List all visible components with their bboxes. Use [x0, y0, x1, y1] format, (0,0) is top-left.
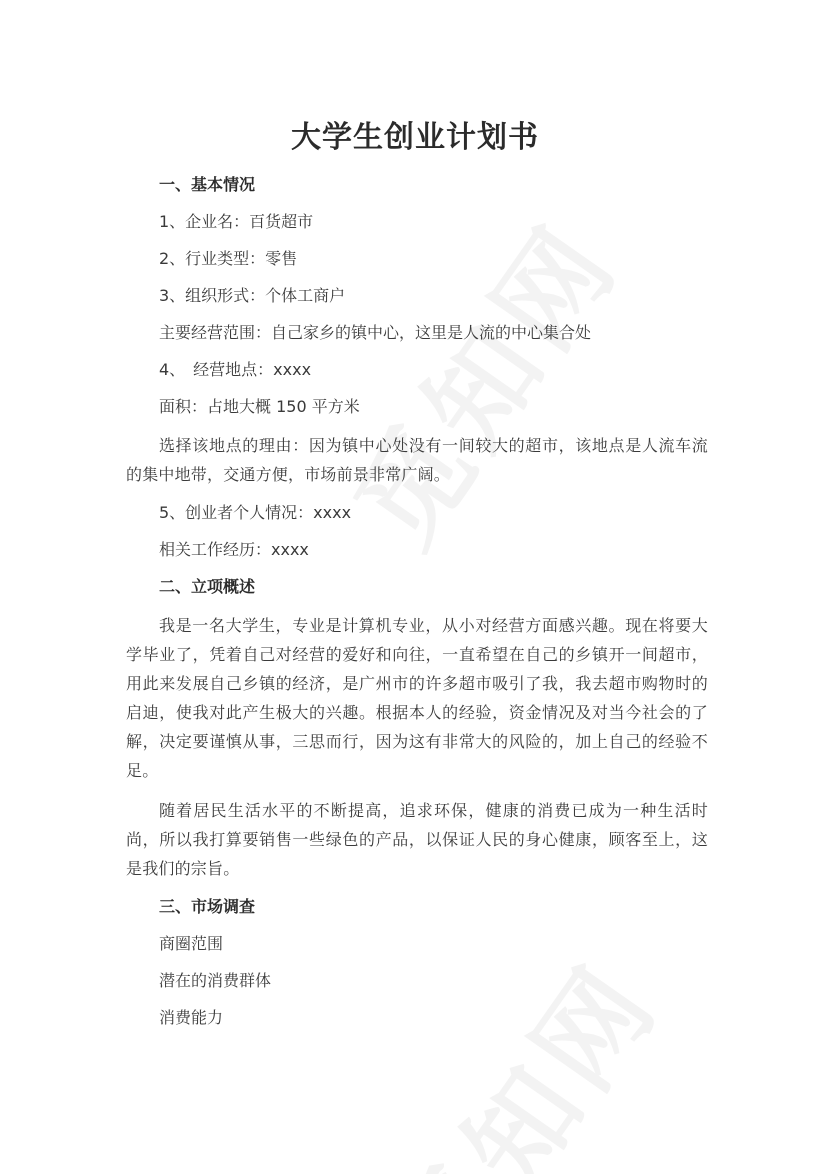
business-scope-line: 主要经营范围：自己家乡的镇中心，这里是人流的中心集合处 — [159, 323, 592, 342]
section-heading-basic-info: 一、基本情况 — [159, 175, 256, 194]
area-line: 面积：占地大概 150 平方米 — [159, 397, 360, 416]
market-item-spending-power: 消费能力 — [159, 1008, 224, 1027]
document-title: 大学生创业计划书 — [291, 120, 539, 155]
industry-type-line: 2、行业类型：零售 — [159, 249, 298, 268]
company-name-line: 1、企业名：百货超市 — [159, 212, 314, 231]
section-heading-market-research: 三、市场调查 — [159, 897, 256, 916]
overview-paragraph-1: 我是一名大学生，专业是计算机专业，从小对经营方面感兴趣。现在将要大学毕业了，凭着自己对经营的爱好和向往，一直希望在自己的乡镇开一间超市，用此来发展自己乡镇的经济，是广州市的许多超市吸引了我，我去超市购物时的启迪，使我对此产生极大的兴趣。根据本人的经验，资金情况及对当今社会的了解，决定要谨慎从事，三思而行，因为这有非常大的风险的，加上自己的经验不足。 — [126, 616, 708, 780]
market-item-potential-consumers: 潜在的消费群体 — [159, 971, 272, 990]
document-body — [126, 172, 708, 1042]
market-item-trade-area: 商圈范围 — [159, 934, 224, 953]
location-reason-paragraph: 选择该地点的理由：因为镇中心处没有一间较大的超市，该地点是人流车流的集中地带，交通方便，市场前景非常广阔。 — [126, 436, 708, 484]
work-experience-line: 相关工作经历：xxxx — [159, 540, 309, 559]
organization-form-line: 3、组织形式：个体工商户 — [159, 286, 346, 305]
overview-paragraph-2: 随着居民生活水平的不断提高，追求环保，健康的消费已成为一种生活时尚，所以我打算要销售一些绿色的产品，以保证人民的身心健康，顾客至上，这是我们的宗旨。 — [126, 801, 708, 878]
founder-info-line: 5、创业者个人情况：xxxx — [159, 503, 352, 522]
business-location-line: 4、 经营地点：xxxx — [159, 360, 312, 379]
section-heading-overview: 二、立项概述 — [159, 577, 256, 596]
